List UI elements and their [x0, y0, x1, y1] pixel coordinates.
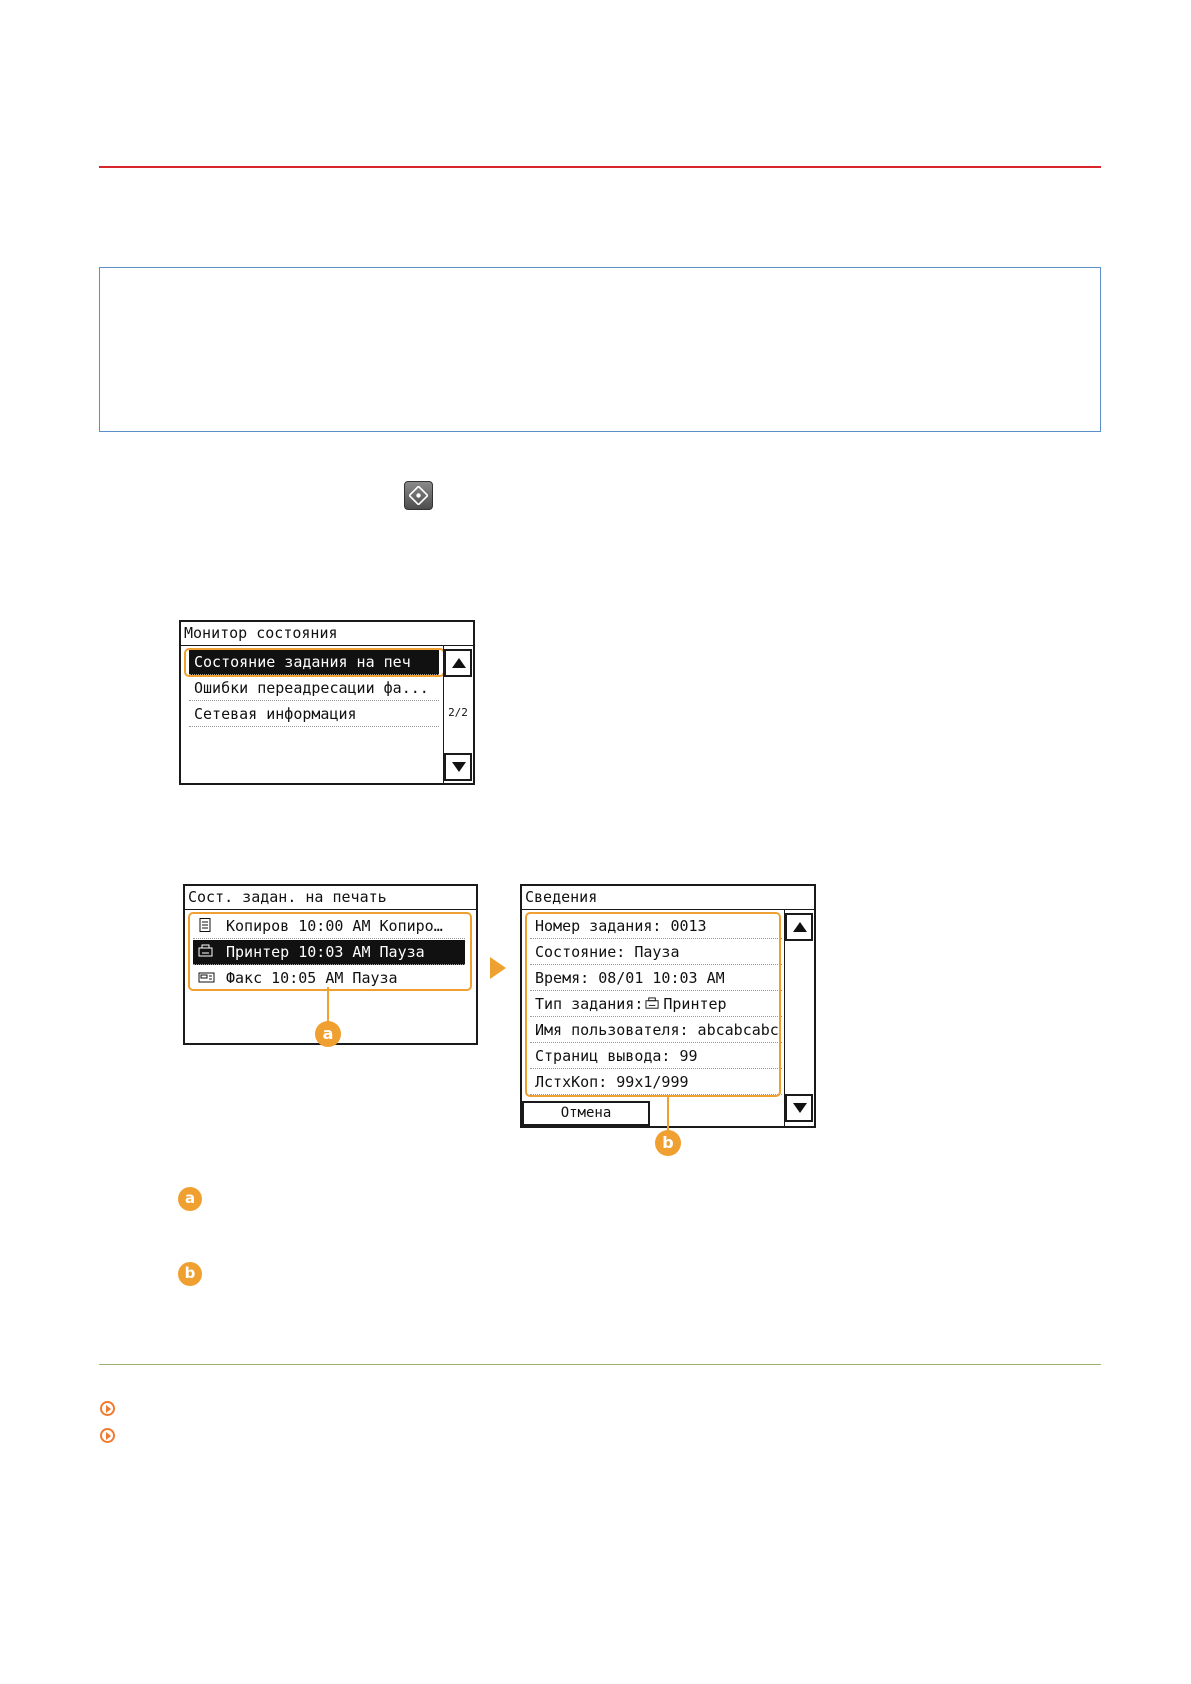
- detail-time: Время: 08/01 10:03 AM: [530, 966, 782, 991]
- menu-item-network-info[interactable]: Сетевая информация: [189, 702, 439, 727]
- screen-title: Сведения: [522, 886, 814, 910]
- job-list-highlight: [188, 912, 472, 991]
- detail-status: Состояние: Пауза: [530, 940, 782, 965]
- legend-a-badge: a: [178, 1187, 202, 1211]
- status-monitor-screen: [179, 620, 475, 785]
- detail-job-type-value: Принтер: [663, 995, 727, 1013]
- scroll-down-button[interactable]: [785, 1094, 813, 1122]
- detail-job-number: Номер задания: 0013: [530, 914, 782, 939]
- detail-sheets-copies: ЛстхКоп: 99x1/999: [530, 1070, 782, 1095]
- scroll-up-button[interactable]: [444, 649, 472, 677]
- menu-item-print-job-status[interactable]: Состояние задания на печ: [189, 650, 439, 675]
- footer-rule: [99, 1364, 1101, 1365]
- note-box: [99, 267, 1101, 432]
- legend-b-badge: b: [178, 1262, 202, 1286]
- scroll-down-button[interactable]: [444, 753, 472, 781]
- callout-b-leader: [667, 1095, 669, 1133]
- heading-rule: [99, 166, 1101, 168]
- callout-a-badge: a: [315, 1021, 341, 1047]
- screen-title: Монитор состояния: [181, 622, 473, 646]
- detail-pages-output: Страниц вывода: 99: [530, 1044, 782, 1069]
- detail-job-type-label: Тип задания:: [535, 995, 644, 1013]
- page-indicator: 2/2: [448, 706, 468, 719]
- link-arrow-icon[interactable]: [100, 1428, 115, 1443]
- transition-arrow-icon: [490, 957, 506, 979]
- callout-a-leader: [327, 987, 329, 1024]
- detail-user-name: Имя пользователя: abcabcabc: [530, 1018, 782, 1043]
- cancel-button[interactable]: Отмена: [522, 1101, 650, 1126]
- job-text: Факс 10:05 AM Пауза: [226, 969, 398, 987]
- selection-highlight: [184, 648, 445, 677]
- job-details-screen: [520, 884, 816, 1128]
- details-highlight: [525, 912, 781, 1097]
- job-text: Копиров 10:00 AM Копиро…: [226, 917, 443, 935]
- link-arrow-icon[interactable]: [100, 1401, 115, 1416]
- scroll-up-button[interactable]: [785, 913, 813, 941]
- screen-title: Сост. задан. на печать: [185, 886, 476, 910]
- job-text: Принтер 10:03 AM Пауза: [226, 943, 425, 961]
- callout-b-badge: b: [655, 1130, 681, 1156]
- scrollbar[interactable]: [443, 646, 473, 783]
- menu-item-fax-forward-errors[interactable]: Ошибки переадресации фа...: [189, 676, 439, 701]
- scrollbar[interactable]: [784, 910, 814, 1126]
- status-monitor-key-icon: [404, 481, 433, 510]
